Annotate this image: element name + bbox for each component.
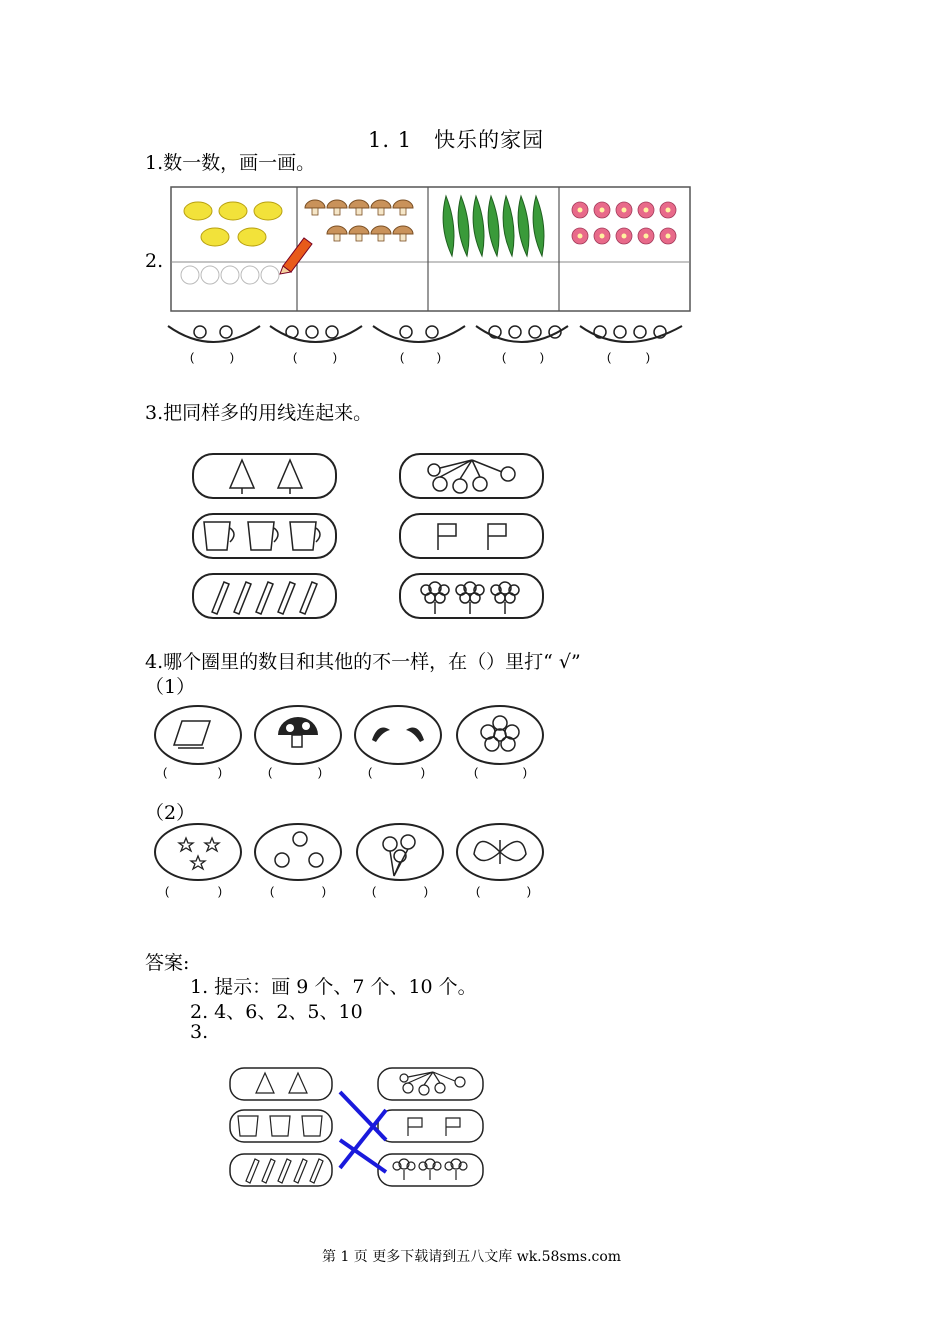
q4-2-paren-open-1: (: [165, 884, 169, 898]
mustache-icon: [372, 728, 424, 742]
answer-3-label: 3.: [190, 1021, 209, 1043]
title-text: 快乐的家园: [434, 128, 545, 152]
pencil-stick-icons: [212, 582, 317, 614]
flower-outline-icons: [421, 582, 519, 614]
answer-matching-diagram: [228, 1064, 488, 1192]
question-4-part-1: （1）: [145, 676, 196, 698]
plate-3-paren-close: ): [437, 350, 441, 364]
answers-heading: 答案:: [145, 952, 190, 974]
plate-1-paren-close: ): [230, 350, 234, 364]
plates-strip: [160, 322, 690, 346]
page-title: [368, 124, 544, 154]
q4-1-paren-open-2: (: [268, 765, 272, 779]
question-4-label: 4.哪个圈里的数目和其他的不一样，在（）里打“ √”: [145, 651, 581, 673]
flower-outline-icon: [481, 716, 519, 751]
q4-1-paren-close-3: ): [421, 765, 425, 779]
answer-1: 1. 提示：画 9 个、7 个、10 个。: [190, 976, 477, 998]
title-number: 1. 1: [368, 128, 413, 152]
plate-4-paren-open: (: [502, 350, 506, 364]
question-2-label: 2.: [145, 250, 164, 272]
pencil-stick-icons: [246, 1159, 323, 1183]
plate-1-paren-open: (: [190, 350, 194, 364]
question-3-label: 3.把同样多的用线连起来。: [145, 402, 373, 424]
balloon-icons: [383, 835, 415, 876]
flag-icons: [438, 524, 506, 550]
q4-1-paren-close-1: ): [218, 765, 222, 779]
question-1-label: 1.数一数，画一画。: [145, 152, 316, 174]
q4-2-paren-open-3: (: [372, 884, 376, 898]
cup-icons: [238, 1116, 322, 1136]
answer-2: 2. 4、6、2、5、10: [190, 1001, 363, 1023]
page-footer: 第 1 页 更多下载请到五八文库 wk.58sms.com: [322, 1249, 622, 1265]
q4-2-paren-close-1: ): [218, 884, 222, 898]
matching-boxes: [190, 450, 550, 625]
question-4-part-2: （2）: [145, 802, 196, 824]
flower-outline-icons: [393, 1159, 467, 1180]
q4-2-paren-close-4: ): [527, 884, 531, 898]
plate-4-paren-close: ): [540, 350, 544, 364]
q4-2-paren-close-2: ): [322, 884, 326, 898]
q4-2-paren-open-4: (: [476, 884, 480, 898]
plate-2-paren-open: (: [293, 350, 297, 364]
cup-icons: [204, 522, 320, 550]
circle-icons: [275, 832, 323, 867]
q4-1-paren-close-4: ): [523, 765, 527, 779]
q4-1-paren-open-4: (: [474, 765, 478, 779]
flag-icons: [408, 1118, 460, 1136]
plate-2-paren-close: ): [333, 350, 337, 364]
q4-2-paren-close-3: ): [424, 884, 428, 898]
answer-lines: [340, 1092, 386, 1172]
plate-5-paren-open: (: [607, 350, 611, 364]
q4-1-paren-open-3: (: [368, 765, 372, 779]
counting-table: [170, 186, 691, 312]
book-icon: [174, 721, 210, 748]
star-icons: [179, 838, 219, 869]
mushroom-outline-icon: [278, 717, 318, 747]
tree-icons: [230, 460, 302, 494]
cherry-icons: [428, 460, 515, 493]
q4-part2-circles: [150, 822, 550, 892]
plate-5-paren-close: ): [646, 350, 650, 364]
plate-3-paren-open: (: [400, 350, 404, 364]
q4-1-paren-open-1: (: [163, 765, 167, 779]
cherry-icons: [400, 1072, 465, 1095]
q4-1-paren-close-2: ): [318, 765, 322, 779]
q4-2-paren-open-2: (: [270, 884, 274, 898]
butterfly-icon: [474, 840, 526, 864]
q4-part1-circles: [150, 700, 550, 785]
tree-icons: [256, 1073, 307, 1093]
